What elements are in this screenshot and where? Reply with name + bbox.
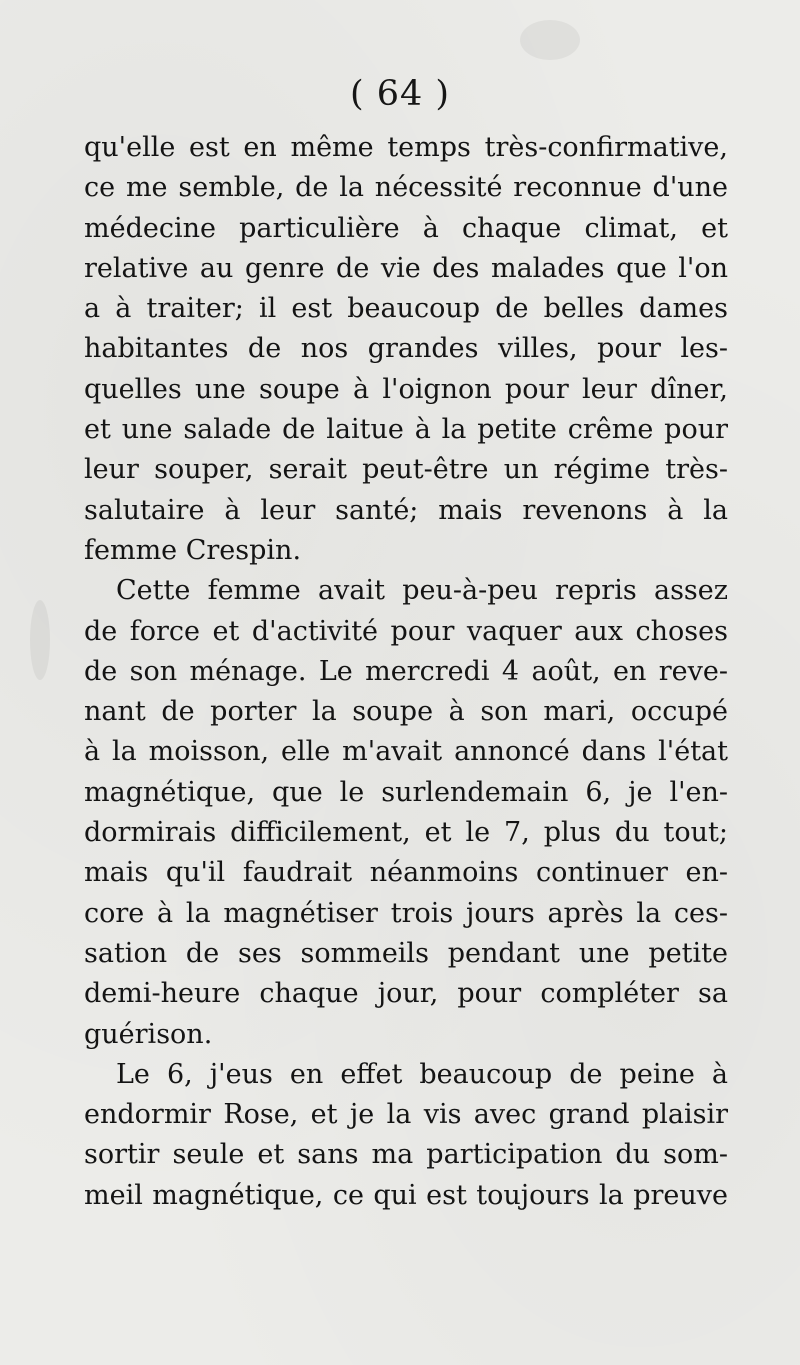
text-line: femme Crespin.: [84, 534, 302, 566]
text-line: Cette femme avait peu-à-peu repris assez: [116, 575, 728, 607]
text-line: ce me semble, de la nécessité reconnue d'une: [84, 172, 728, 204]
text-line: relative au genre de vie des malades que l'on: [84, 252, 728, 284]
text-line: qu'elle est en même temps très-confirmative,: [84, 132, 728, 163]
text-line: a à traiter; il est beaucoup de belles dames: [84, 293, 728, 325]
text-line: salutaire à leur santé; mais revenons à la: [84, 494, 728, 526]
text-line: leur souper, serait peut-être un régime très-: [84, 454, 728, 486]
text-line: habitantes de nos grandes villes, pour les-: [84, 333, 728, 365]
text-line: médecine particulière à chaque climat, et: [84, 212, 728, 244]
body-text: [84, 128, 728, 1216]
text-line: core à la magnétiser trois jours après la ces-: [84, 897, 728, 929]
text-line: Le 6, j'eus en effet beaucoup de peine à: [116, 1058, 728, 1090]
text-line: meil magnétique, ce qui est toujours la preuve: [84, 1179, 728, 1211]
text-line: quelles une soupe à l'oignon pour leur dîner,: [84, 373, 728, 405]
text-line: guérison.: [84, 1018, 213, 1050]
text-line: de son ménage. Le mercredi 4 août, en reve-: [84, 655, 728, 687]
text-line: et une salade de laitue à la petite crême pour: [84, 414, 728, 446]
page-number: ( 64 ): [349, 74, 451, 114]
text-line: à la moisson, elle m'avait annoncé dans l'état: [84, 736, 728, 768]
text-line: de force et d'activité pour vaquer aux choses: [84, 615, 728, 647]
paper-stain: [30, 600, 50, 680]
text-line: endormir Rose, et je la vis avec grand plaisir: [84, 1099, 728, 1131]
text-line: mais qu'il faudrait néanmoins continuer en-: [84, 857, 728, 889]
paper-stain: [520, 20, 580, 60]
text-line: sation de ses sommeils pendant une petite: [84, 937, 728, 969]
text-line: demi-heure chaque jour, pour compléter sa: [84, 978, 728, 1010]
text-line: sortir seule et sans ma participation du som-: [84, 1139, 728, 1171]
text-line: nant de porter la soupe à son mari, occupé: [84, 696, 728, 728]
text-line: dormirais difficilement, et le 7, plus du tout;: [84, 817, 728, 849]
text-line: magnétique, que le surlendemain 6, je l'en-: [84, 776, 728, 808]
